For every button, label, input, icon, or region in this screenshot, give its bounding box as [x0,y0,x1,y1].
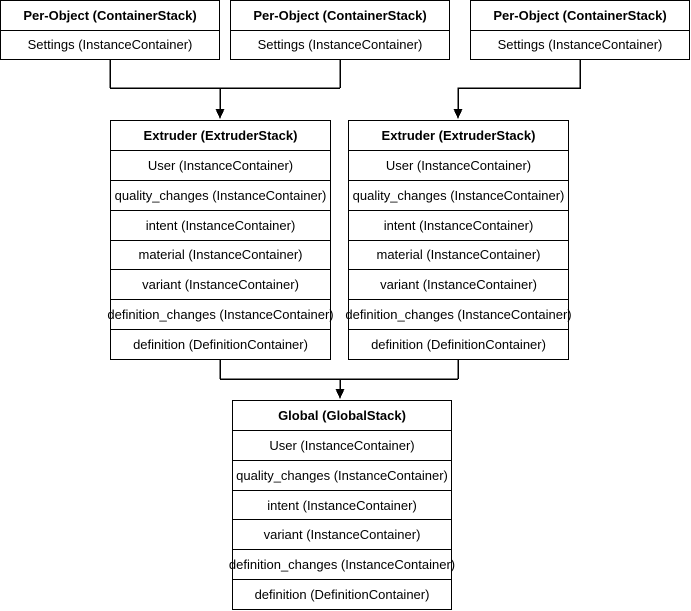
connector-extruders-to-global [220,360,458,392]
global-stack [228,400,456,610]
connector-perobject-to-extruder-right [458,60,580,112]
stack-title: Per-Object (ContainerStack) [23,7,197,23]
container-row: quality_changes (InstanceContainer) [111,180,330,210]
per-object-stack-left [0,0,220,60]
container-row: User (InstanceContainer) [349,150,568,180]
arrowhead-global [336,389,345,399]
container-row: definition_changes (InstanceContainer) [233,549,451,579]
stack-title: Extruder (ExtruderStack) [143,127,298,143]
stack-title: Per-Object (ContainerStack) [253,7,427,23]
stack-title: Extruder (ExtruderStack) [381,127,536,143]
per-object-stack-middle [230,0,450,60]
per-object-stack-right [470,0,690,60]
container-row: quality_changes (InstanceContainer) [233,460,451,490]
container-row: variant (InstanceContainer) [349,269,568,299]
container-row: Settings (InstanceContainer) [471,30,689,60]
stack-title: Per-Object (ContainerStack) [493,7,667,23]
container-row: variant (InstanceContainer) [233,519,451,549]
container-row: definition (DefinitionContainer) [233,579,451,609]
container-row: definition_changes (InstanceContainer) [349,299,568,329]
container-row: Settings (InstanceContainer) [231,30,449,60]
container-row: material (InstanceContainer) [111,240,330,270]
container-row: variant (InstanceContainer) [111,269,330,299]
container-row: material (InstanceContainer) [349,240,568,270]
container-row: intent (InstanceContainer) [233,490,451,520]
connector-perobject-to-extruder-left [110,60,340,112]
extruder-stack-right [345,120,572,360]
container-row: Settings (InstanceContainer) [1,30,219,60]
container-row: User (InstanceContainer) [233,430,451,460]
container-row: User (InstanceContainer) [111,150,330,180]
extruder-stack-left [107,120,334,360]
container-row: definition (DefinitionContainer) [111,329,330,359]
container-row: definition_changes (InstanceContainer) [111,299,330,329]
container-row: quality_changes (InstanceContainer) [349,180,568,210]
container-row: intent (InstanceContainer) [349,210,568,240]
stack-title: Global (GlobalStack) [278,407,406,423]
arrowhead-extruder-left [216,109,225,119]
container-row: intent (InstanceContainer) [111,210,330,240]
arrowhead-extruder-right [454,109,463,119]
container-row: definition (DefinitionContainer) [349,329,568,359]
